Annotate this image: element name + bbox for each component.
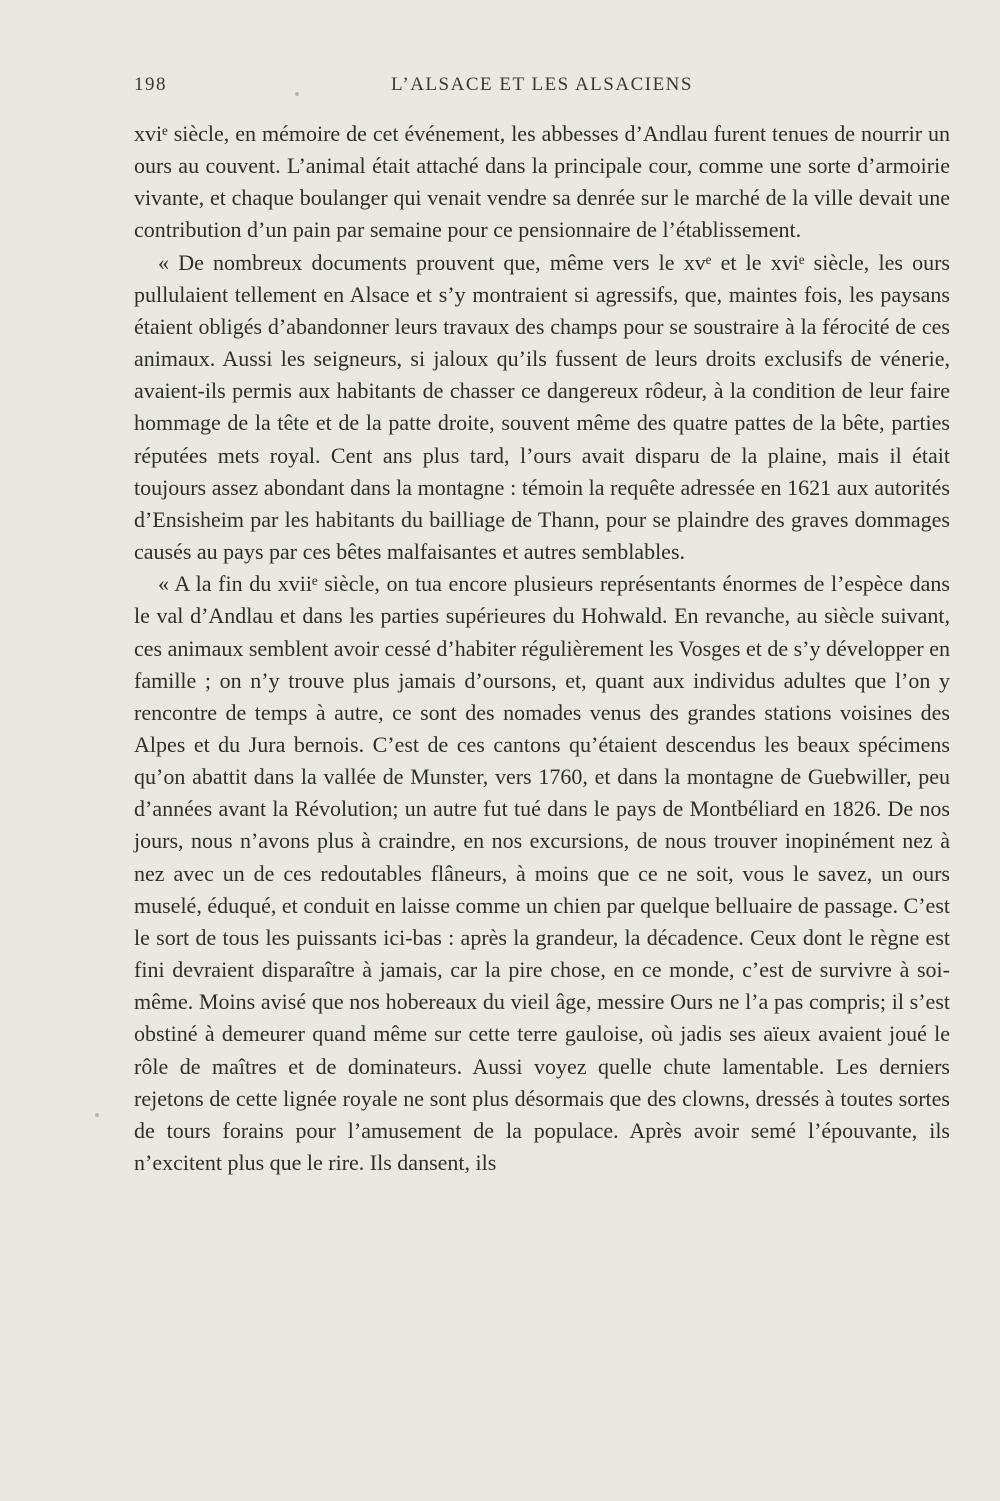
print-speck [295, 92, 299, 96]
print-speck [95, 1113, 99, 1117]
running-title: L’ALSACE ET LES ALSACIENS [391, 74, 693, 95]
page-number: 198 [134, 74, 167, 95]
running-head [134, 74, 950, 104]
paragraph-bears-decline: « A la fin du xviiᵉ siècle, on tua encore plusieurs représentants énormes de l’espèce dans le val d’Andlau et dans les parties supérieures du Hohwald. En revanche, au siècle suivant, ces animaux semblent avoir cessé d’habiter régulièrement les Vosges et de s’y développer en famille ; on n’y trouve plus jamais d’oursons, et, quant aux individus adultes que l’on y rencontre de temps à autre, ce sont des nomades venus des grandes stations voisines des Alpes et du Jura bernois. C’est de ces cantons qu’étaient descendus les beaux spécimens qu’on abattit dans la vallée de Munster, vers 1760, et dans la montagne de Guebwiller, peu d’années avant la Révolution; un autre fut tué dans le pays de Montbéliard en 1826. De nos jours, nous n’avons plus à craindre, en nos excursions, de nous trouver inopinément nez à nez avec un de ces redoutables flâneurs, à moins que ce ne soit, vous le savez, un ours muselé, éduqué, et conduit en laisse comme un chien par quelque belluaire de passage. C’est le sort de tous les puissants ici-bas : après la grandeur, la décadence. Ceux dont le règne est fini devraient disparaître à jamais, car la pire chose, en ce monde, c’est de survivre à soi-même. Moins avisé que nos hobereaux du vieil âge, messire Ours ne l’a pas compris; il s’est obstiné à demeurer quand même sur cette terre gauloise, où jadis ses aïeux avaient joué le rôle de maîtres et de dominateurs. Aussi voyez quelle chute lamentable. Les derniers rejetons de cette lignée royale ne sont plus désormais que des clowns, dressés à toutes sortes de tours forains pour l’amusement de la populace. Après avoir semé l’épouvante, ils n’excitent plus que le rire. Ils dansent, ils [134, 571, 950, 1175]
body-text [134, 118, 950, 1179]
paragraph-continuation: xviᵉ siècle, en mémoire de cet événement, les abbesses d’Andlau furent tenues de nourrir un ours au couvent. L’animal était attaché dans la principale cour, comme une sorte d’armoirie vivante, et chaque boulanger qui venait vendre sa denrée sur le marché de la ville devait une contribution d’un pain par semaine pour ce pensionnaire de l’établissement. [134, 121, 950, 243]
paragraph-bears-documents: « De nombreux documents prouvent que, même vers le xvᵉ et le xviᵉ siècle, les ours pullulaient tellement en Alsace et s’y montraient si agressifs, que, maintes fois, les paysans étaient obligés d’abandonner leurs travaux des champs pour se soustraire à la férocité de ces animaux. Aussi les seigneurs, si jaloux qu’ils fussent de leurs droits exclusifs de vénerie, avaient-ils permis aux habitants de chasser ce dangereux rôdeur, à la condition de leur faire hommage de la tête et de la patte droite, souvent même des quatre pattes de la bête, parties réputées mets royal. Cent ans plus tard, l’ours avait disparu de la plaine, mais il était toujours assez abondant dans la montagne : témoin la requête adressée en 1621 aux autorités d’Ensisheim par les habitants du bailliage de Thann, pour se plaindre des graves dommages causés au pays par ces bêtes malfaisantes et autres semblables. [134, 249, 950, 565]
